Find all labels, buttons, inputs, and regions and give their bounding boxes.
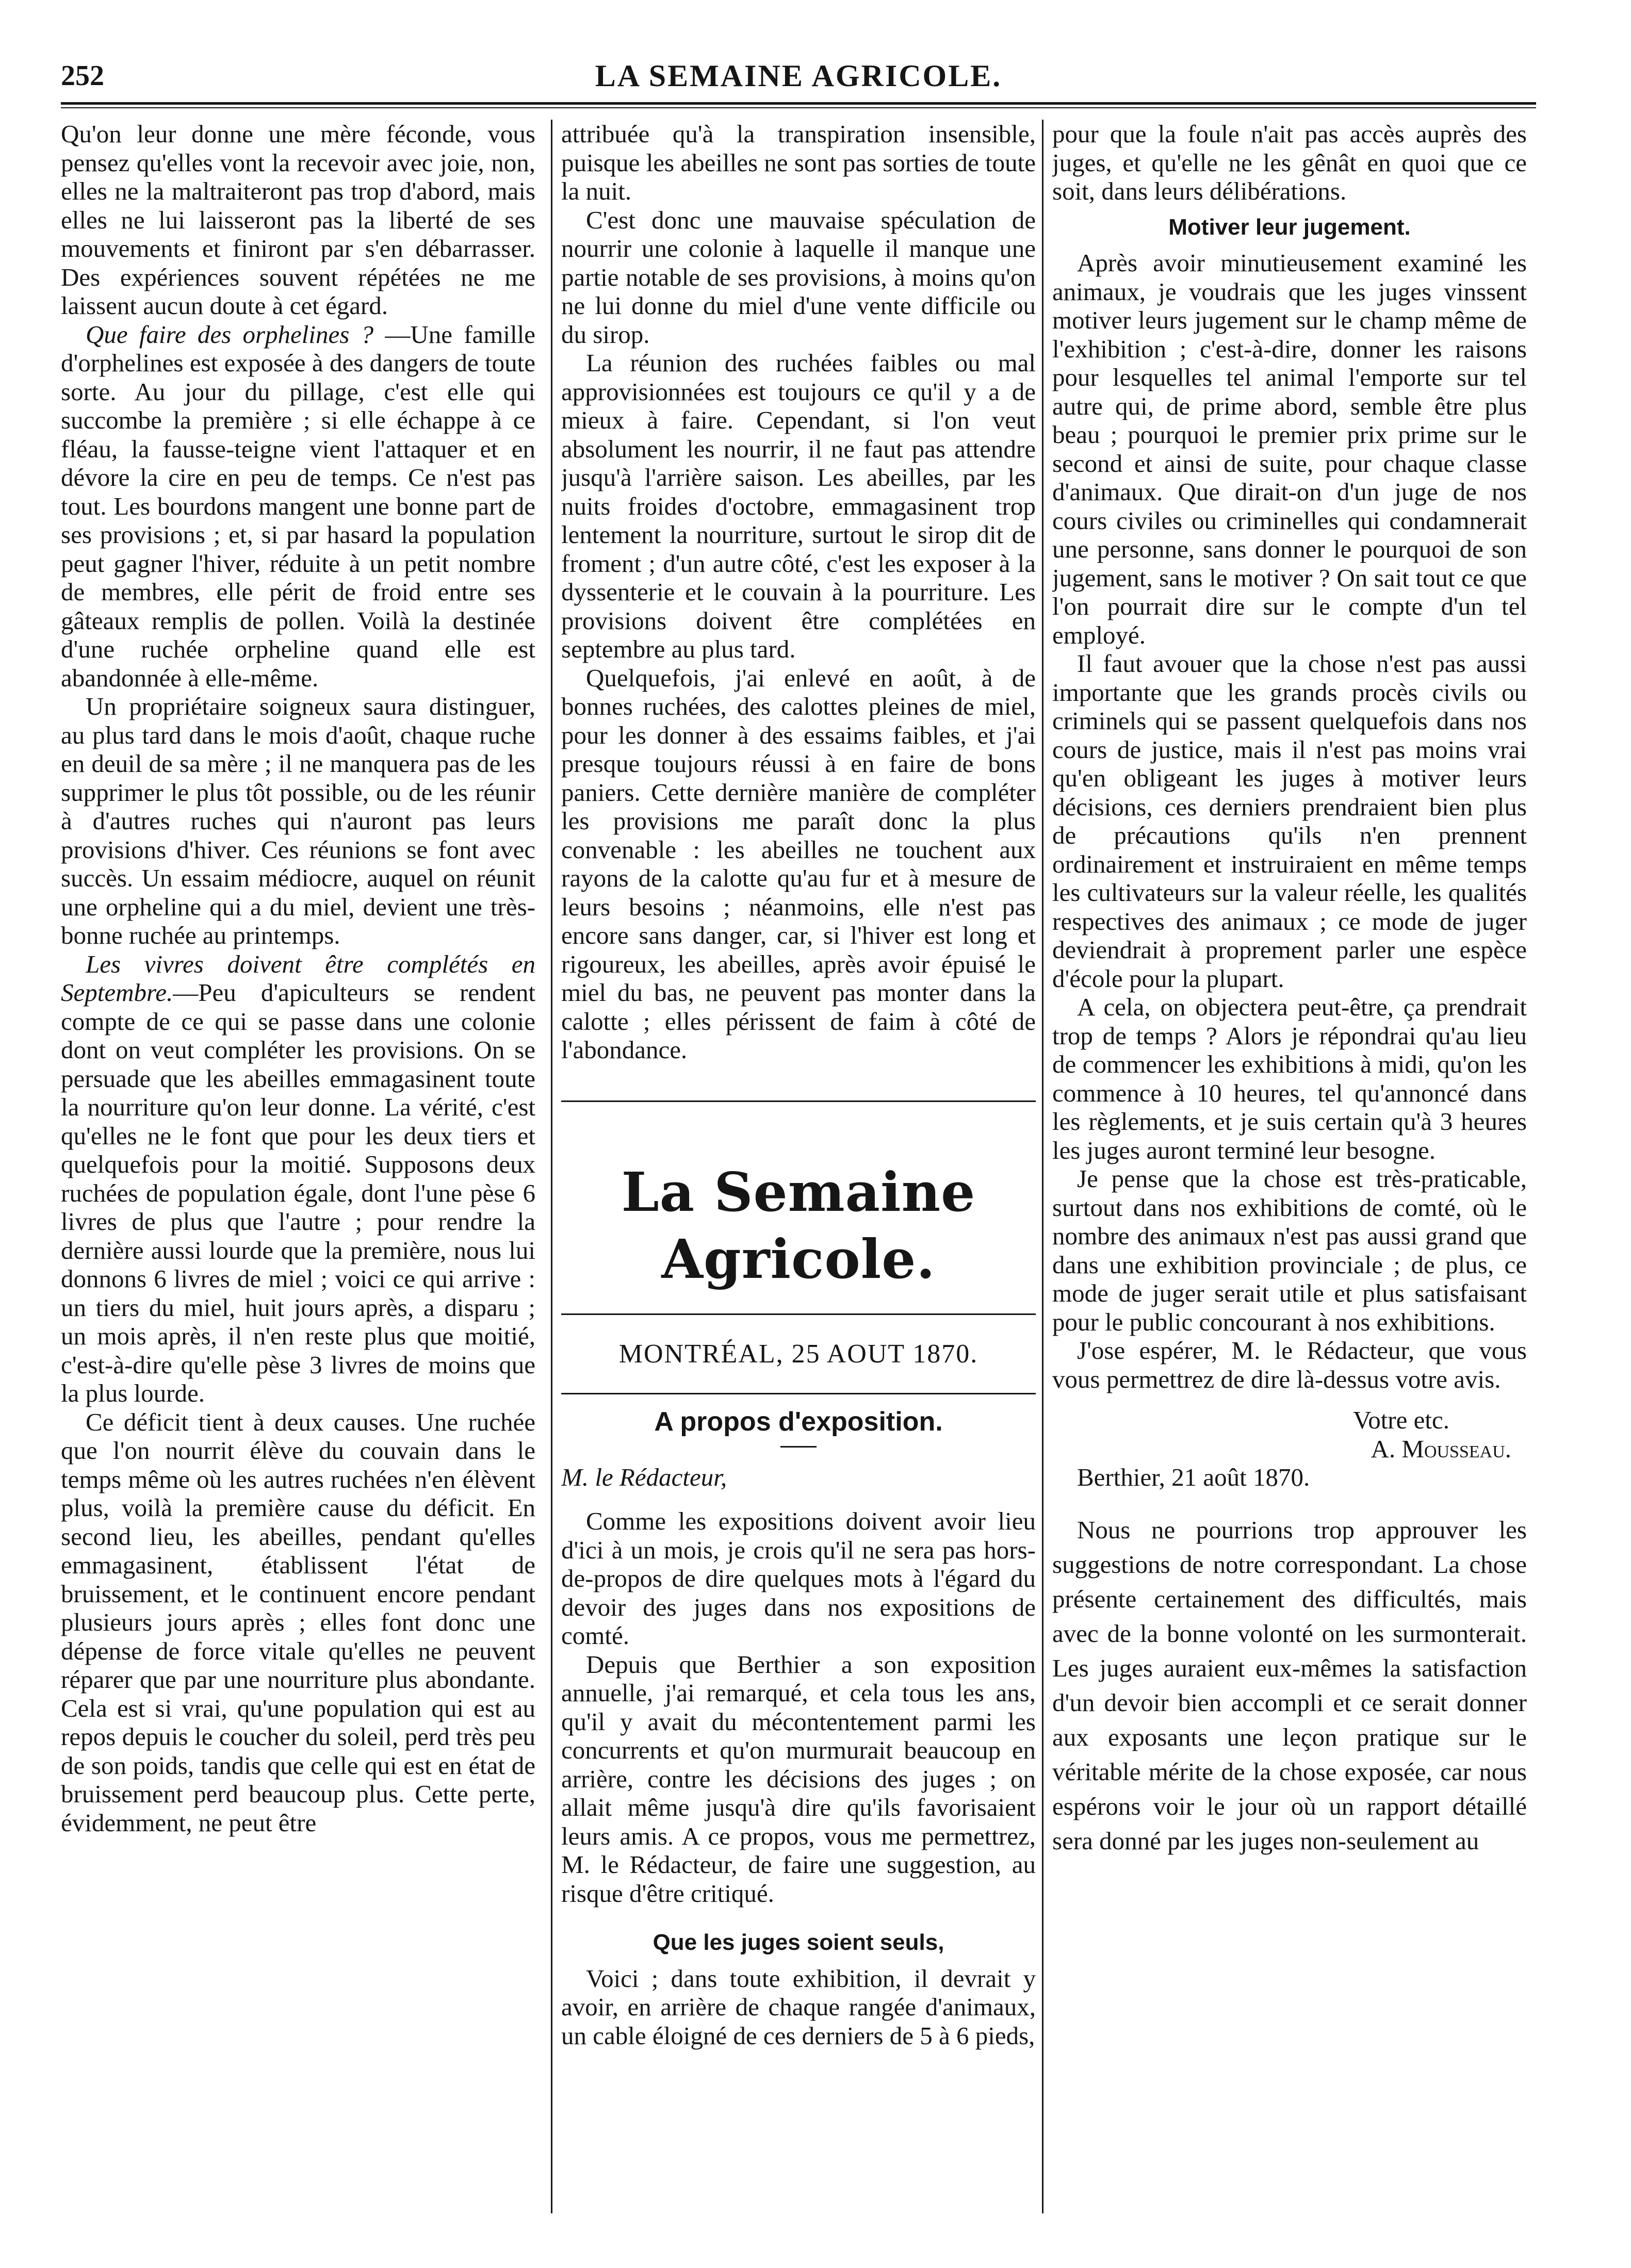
paragraph: Après avoir minutieusement examiné les animaux, je voudrais que les juges vinssent motiver leurs jugement sur le champ même de l'exhibition ; c'est-à-dire, donner les raisons pour lesquelles tel animal l'emporte sur tel autre qui, de prime abord, semble être plus beau ; pourquoi le premier prix prime sur le second et ainsi de suite, pour chaque classe d'animaux. Que dirait-on d'un juge de nos cours civiles ou criminelles qui condamnerait une personne, sans donner le pourquoi de son jugement, sans le motiver ? On sait tout ce que l'on pourrait dire sur le compte d'un tel employé.: [1052, 249, 1527, 649]
paragraph-body: —Peu d'apiculteurs se rendent compte de ce qui se passe dans une colonie dont on veut compléter les provisions. On se persuade que les abeilles emmagasinent toute la nourriture qu'on leur donne. La vérité, c'est qu'elles ne le font que pour les deux tiers et quelquefois pour la moitié. Supposons deux ruchées de population égale, dont l'une pèse 6 livres de plus que l'autre ; pour rendre la dernière aussi lourde que la première, nous lui donnons 6 livres de miel ; voici ce qui arrive : un tiers du miel, huit jours après, a disparu ; un mois après, il n'en reste plus que moitié, c'est-à-dire qu'elle pèse 3 livres de moins que la plus lourde.: [61, 978, 535, 1407]
section-rule: [561, 1100, 1036, 1102]
paragraph: Un propriétaire soigneux saura distinguer, au plus tard dans le mois d'août, chaque ruche en deuil de sa mère ; il ne manquera pas de les supprimer le plus tôt possible, ou de les réunir à d'autres ruches qui n'auront pas leurs provisions d'hiver. Ces réunions se font avec succès. Un essaim médiocre, auquel on réunit une orpheline qui a du miel, devient une très-bonne ruchée au printemps.: [61, 692, 535, 949]
editorial-note: Nous ne pourrions trop approuver les suggestions de notre correspondant. La chose présente certainement des difficultés, mais avec de la bonne volonté on les surmonterait. Les juges auraient eux-mêmes la satisfaction d'un devoir bien accompli et ce serait donner aux exposants une leçon pratique sur le véritable mérite de la chose exposée, car nous espérons voir le jour où un rapport détaillé sera donné par les juges non-seulement au: [1052, 1515, 1527, 1855]
paragraph-lead: Que faire des orphelines ?: [86, 320, 374, 349]
subheading: Que les juges soient seuls,: [653, 1930, 944, 1955]
title-rule: [780, 1446, 817, 1448]
page-header: [61, 54, 1536, 106]
paragraph: Quelquefois, j'ai enlevé en août, à de bonnes ruchées, des calottes pleines de miel, pour les donner à des essaims faibles, et j'ai presque toujours réussi à en faire de bons paniers. Cette dernière manière de compléter les provisions me paraît donc la plus convenable : les abeilles ne touchent aux rayons de la calotte qu'au fur et à mesure de leurs besoins ; néanmoins, elle n'est pas encore sans danger, car, si l'hiver est long et rigoureux, les abeilles, après avoir épuisé le miel du bas, ne peuvent pas monter dans la calotte ; elles périssent de faim à côté de l'abondance.: [561, 663, 1036, 1064]
paragraph: Voici ; dans toute exhibition, il devrait y avoir, en arrière de chaque rangée d'animaux, un cable éloigné de ces derniers de 5 à 6 pieds,: [561, 1964, 1036, 2050]
paragraph: C'est donc une mauvaise spéculation de nourrir une colonie à laquelle il manque une partie notable de ses provisions, à moins qu'on ne lui donne du miel d'une vente difficile ou du sirop.: [561, 205, 1036, 349]
section-rule: [561, 1393, 1036, 1394]
paragraph: Je pense que la chose est très-praticable, surtout dans nos exhibitions de comté, où le nombre des animaux n'est pas aussi grand que dans une exhibition provinciale ; de plus, ce mode de juger serait utile et plus satisfaisant pour le public concourant à nos exhibitions.: [1052, 1164, 1527, 1336]
page-title: LA SEMAINE AGRICOLE.: [595, 59, 1002, 93]
place-date: Berthier, 21 août 1870.: [1077, 1463, 1310, 1491]
paragraph: La réunion des ruchées faibles ou mal approvisionnées est toujours ce qu'il y a de mieux à faire. Cependant, si l'on veut absolument les nourrir, il ne faut pas attendre jusqu'à l'arrière saison. Les abeilles, par les nuits froides d'octobre, emmagasinent trop lentement la nourriture, surtout le sirop dit de froment ; d'un autre côté, c'est les exposer à la dyssenterie et le couvain à la pourriture. Les provisions doivent être complétées en septembre au plus tard.: [561, 349, 1036, 663]
subheading: Motiver leur jugement.: [1168, 214, 1411, 240]
column-divider: [1042, 120, 1043, 2213]
section-rule: [561, 1313, 1036, 1315]
paragraph: Depuis que Berthier a son exposition annuelle, j'ai remarqué, et cela tous les ans, qu'il y avait du mécontentement parmi les concurrents et qu'on murmurait beaucoup en arrière, contre les décisions des juges ; on allait même jusqu'à dire qu'ils favorisaient leurs amis. A ce propos, vous me permettrez, M. le Rédacteur, de faire une suggestion, au risque d'être critiqué.: [561, 1650, 1036, 1908]
column-3: [1052, 120, 1527, 2213]
paragraph: Il faut avouer que la chose n'est pas aussi importante que les grands procès civils ou criminels qui se passent quelquefois dans nos cours de justice, mais il n'est pas moins vrai qu'en obligeant les juges à motiver leurs décisions, ces derniers prendraient bien plus de précautions qu'ils n'en prennent ordinairement et instruiraient en même temps les cultivateurs sur la valeur réelle, les qualités respectives des animaux ; ce mode de juger deviendrait à proprement parler une espèce d'école pour la plupart.: [1052, 649, 1527, 993]
salutation: M. le Rédacteur,: [561, 1462, 727, 1491]
paragraph: Ce déficit tient à deux causes. Une ruchée que l'on nourrit élève du couvain dans le temps même où les autres ruchées n'en élèvent plus, voilà la première cause du déficit. En second lieu, les abeilles, pendant qu'elles emmagasinent, établissent l'état de bruissement, et le continuent encore pendant plusieurs jours après ; elles font donc une dépense de force vitale qu'elles ne peuvent réparer que par une nourriture plus abondante. Cela est si vrai, qu'une population qui est au repos depuis le coucher du soleil, perd très peu de son poids, tandis que celle qui est en état de bruissement perd beaucoup plus. Cette perte, évidemment, ne peut être: [61, 1407, 535, 1837]
paragraph: Comme les expositions doivent avoir lieu d'ici à un mois, je crois qu'il ne sera pas hors-de-propos de dire quelques mots à l'égard du devoir des juges dans nos expositions de comté.: [561, 1507, 1036, 1650]
dateline: MONTRÉAL, 25 AOUT 1870.: [618, 1339, 978, 1369]
paragraph: pour que la foule n'ait pas accès auprès des juges, et qu'elle ne les gênât en quoi que ce soit, dans leurs délibérations.: [1052, 120, 1527, 205]
column-1: [61, 120, 535, 2213]
header-rule: [61, 102, 1536, 105]
signature: A. Mousseau.: [1371, 1434, 1511, 1463]
paragraph: [61, 320, 535, 693]
masthead: La Semaine Agricole.: [621, 1160, 976, 1291]
paragraph: A cela, on objectera peut-être, ça prendrait trop de temps ? Alors je répondrai qu'au lieu de commencer les exhibitions à midi, qu'on les commence à 10 heures, tel qu'annoncé dans les règlements, et je suis certain qu'à 3 heures les juges auront terminé leur besogne.: [1052, 993, 1527, 1164]
column-2: [561, 120, 1036, 2213]
paragraph: attribuée qu'à la transpiration insensible, puisque les abeilles ne sont pas sorties de toute la nuit.: [561, 120, 1036, 205]
paragraph: [61, 950, 535, 1408]
paragraph-lead: Les vivres doivent être complétés en Septembre.: [61, 949, 535, 1007]
paragraph: J'ose espérer, M. le Rédacteur, que vous vous permettrez de dire là-dessus votre avis.: [1052, 1336, 1527, 1393]
paragraph-body: —Une famille d'orphelines est exposée à des dangers de toute sorte. Au jour du pillage, c'est elle qui succombe la première ; si elle échappe à ce fléau, la fausse-teigne vient l'attaquer et en dévore la cire en peu de temps. Ce n'est pas tout. Les bourdons mangent une bonne part de ses provisions ; et, si par hasard la population peut gagner l'hiver, réduite à un petit nombre de membres, elle périt de froid entre ses gâteaux remplis de pollen. Voilà la destinée d'une ruchée orpheline quand elle est abandonnée à elle-même.: [61, 320, 535, 692]
paragraph: Qu'on leur donne une mère féconde, vous pensez qu'elles vont la recevoir avec joie, non, elles ne la maltraiteront pas trop d'abord, mais elles ne lui laisseront pas la liberté de ses mouvements et finiront par s'en débarrasser. Des expériences souvent répétées ne me laissent aucun doute à cet égard.: [61, 120, 535, 320]
closing: Votre etc.: [1353, 1406, 1449, 1434]
article-title: A propos d'exposition.: [654, 1407, 943, 1437]
column-divider: [551, 120, 552, 2213]
header-rule-thin: [61, 107, 1536, 108]
page-number: 252: [61, 60, 104, 92]
